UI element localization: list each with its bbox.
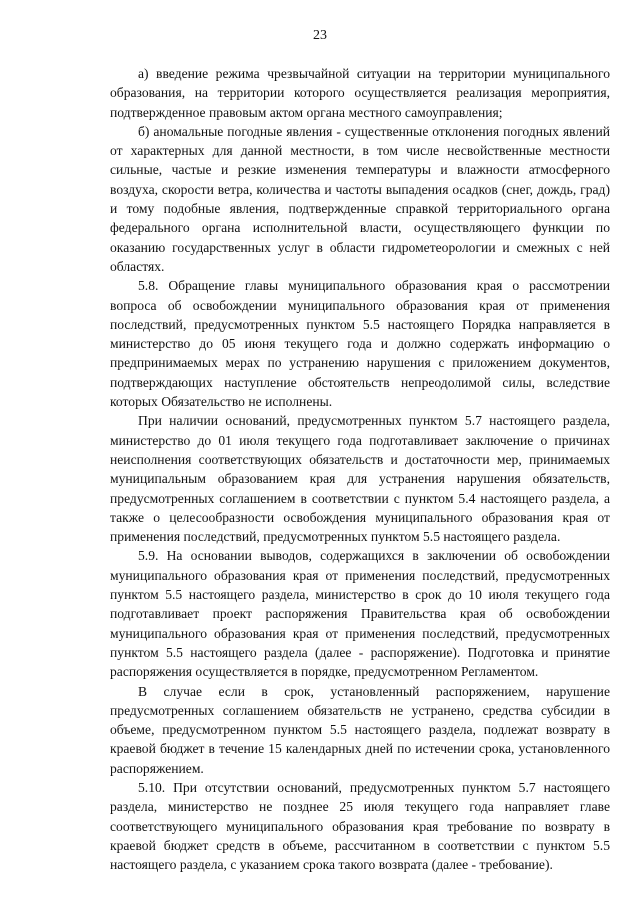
document-body <box>110 64 610 874</box>
paragraph-grounds-5-7: При наличии оснований, предусмотренных пунктом 5.7 настоящего раздела, министерство до 01 июля текущего года подготавливает заключение о причинах неисполнения соответствующих обязательств и достаточности мер, принимаемых муниципальным образованием края для устранения нарушения обязательств, предусмотренных соглашением в соответствии с пунктом 5.4 настоящего раздела, а также о целесообразности освобождения муниципального образования края от применения последствий, предусмотренных пунктом 5.5 настоящего раздела. <box>110 413 610 545</box>
paragraph-b: б) аномальные погодные явления - существенные отклонения погодных явлений от характерных для данной местности, в том числе несвойственные местности сильные, частые и резкие изменения температуры и влажности атмосферного воздуха, скорости ветра, количества и частоты выпадения осадков (снег, дождь, град) и тому подобные явления, подтвержденные справкой территориального органа федерального органа исполнительной власти, осуществляющего функции по оказанию государственных услуг в области гидрометеорологии и смежных с ней областях. <box>110 123 610 274</box>
paragraph-a: а) введение режима чрезвычайной ситуации на территории муниципального образования, на территории которого осуществляется реализация мероприятия, подтвержденное правовым актом органа местного самоуправления; <box>110 66 610 120</box>
page-number: 23 <box>313 28 327 43</box>
paragraph-refund-case: В случае если в срок, установленный распоряжением, нарушение предусмотренных соглашением обязательств не устранено, средства субсидии в объеме, предусмотренном пунктом 5.5 настоящего раздела, подлежат возврату в краевой бюджет в течение 15 календарных дней по истечении срока, установленного распоряжением. <box>110 683 610 776</box>
paragraph-5-8: 5.8. Обращение главы муниципального образования края о рассмотрении вопроса об освобождении муниципального образования края от применения последствий, предусмотренных пунктом 5.5 настоящего Порядка направляется в министерство до 05 июня текущего года и должно содержать информацию о предпринимаемых мерах по устранению нарушения с приложением документов, подтверждающих наступление обстоятельств непреодолимой силы, вследствие которых Обязательство не исполнены. <box>110 278 610 410</box>
paragraph-5-9: 5.9. На основании выводов, содержащихся в заключении об освобождении муниципального образования края от применения последствий, предусмотренных пунктом 5.5 настоящего раздела, министерство в срок до 10 июля текущего года подготавливает проект распоряжения Правительства края об освобождении муниципального образования края от применения последствий, предусмотренных пунктом 5.5 настоящего раздела (далее - распоряжение). Подготовка и принятие распоряжения осуществляется в порядке, предусмотренном Регламентом. <box>110 548 610 680</box>
paragraph-5-10: 5.10. При отсутствии оснований, предусмотренных пунктом 5.7 настоящего раздела, министерство не позднее 25 июля текущего года направляет главе соответствующего муниципального образования края требование по возврату в краевой бюджет средств в объеме, рассчитанном в соответствии с пунктом 5.5 настоящего раздела, с указанием срока такого возврата (далее - требование). <box>110 779 610 873</box>
